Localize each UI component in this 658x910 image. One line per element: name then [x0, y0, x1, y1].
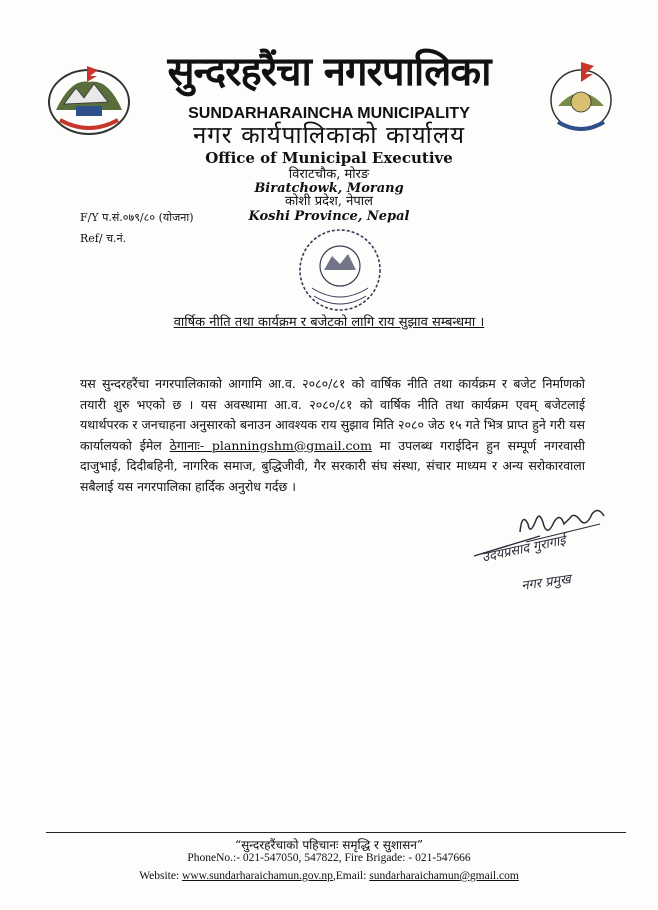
municipality-name-nepali: सुन्दरहरैंचा नगरपालिका: [167, 48, 491, 95]
address-province-nepali: कोशी प्रदेश, नेपाल: [285, 194, 373, 209]
footer-divider: [46, 832, 626, 833]
footer-motto: “सुन्दरहरैंचाको पहिचानः समृद्धि र सुशासन”: [234, 838, 424, 852]
footer-phone: PhoneNo.:- 021-547050, 547822, Fire Brigade: - 021-547666: [187, 852, 471, 864]
website-link[interactable]: www.sundarharaichamun.gov.np: [182, 870, 333, 882]
planning-email-address: ठेगानाः- planningshm@gmail.com: [169, 437, 372, 453]
signatory-title: नगर प्रमुख: [520, 572, 572, 594]
address-province-english: Koshi Province, Nepal: [248, 209, 410, 224]
website-label: Website:: [139, 870, 183, 882]
signatory-name: उदयप्रसाद गुरागाई: [480, 533, 568, 566]
office-name-english: Office of Municipal Executive: [205, 149, 453, 167]
office-seal-stamp: [292, 226, 388, 314]
letter-subject: वार्षिक नीति तथा कार्यक्रम र बजेटको लागि राय सुझाव सम्बन्धमा ।: [173, 315, 485, 330]
letter-reference: Ref/ च.नं.: [80, 232, 127, 245]
footer-contact: [0, 870, 658, 882]
address-place-english: Biratchowk, Morang: [254, 181, 404, 196]
email-label: ,Email:: [332, 870, 370, 882]
footer-email-link[interactable]: sundarharaichamun@gmail.com: [369, 870, 519, 882]
letter-body-part1: यस सुन्दरहरैंचा नगरपालिकाको आगामि आ.व. २०८०/८१ को वार्षिक नीति तथा कार्यक्रम र बजेट निर्माणको तयारी शुरु भएको छ । यस अवस्थामा आ.व. २०८०/८१ को वार्षिक नीति तथा कार्यक्रम एवम् बजेटलाई यथार्थपरक र जनचाहना अनुसारको बनाउन आवश्यक राय सुझाव मिति २०८० जेठ १५ गते भित्र प्राप्त हुने गरी यस कार्यालयको ईमेल: [80, 376, 585, 453]
fiscal-year-reference: F/Y प.सं.०७९/८० (योजना): [80, 211, 194, 224]
letter-body-part2: मा उपलब्ध गराईदिन हुन सम्पूर्ण नगरवासी दाजुभाई, दिदीबहिनी, नागरिक समाज, बुद्धिजीवी, गैर सरकारी संघ संस्था, संचार माध्यम र अन्य सरोकारवाला सबैलाई यस नगरपालिका हार्दिक अनुरोध गर्दछ ।: [80, 437, 585, 494]
office-name-nepali: नगर कार्यपालिकाको कार्यालय: [192, 121, 466, 149]
address-place-nepali: विराटचौक, मोरङ: [288, 167, 370, 182]
municipality-name-english: SUNDARHARAINCHA MUNICIPALITY: [188, 105, 470, 122]
letter-body: [80, 374, 585, 497]
